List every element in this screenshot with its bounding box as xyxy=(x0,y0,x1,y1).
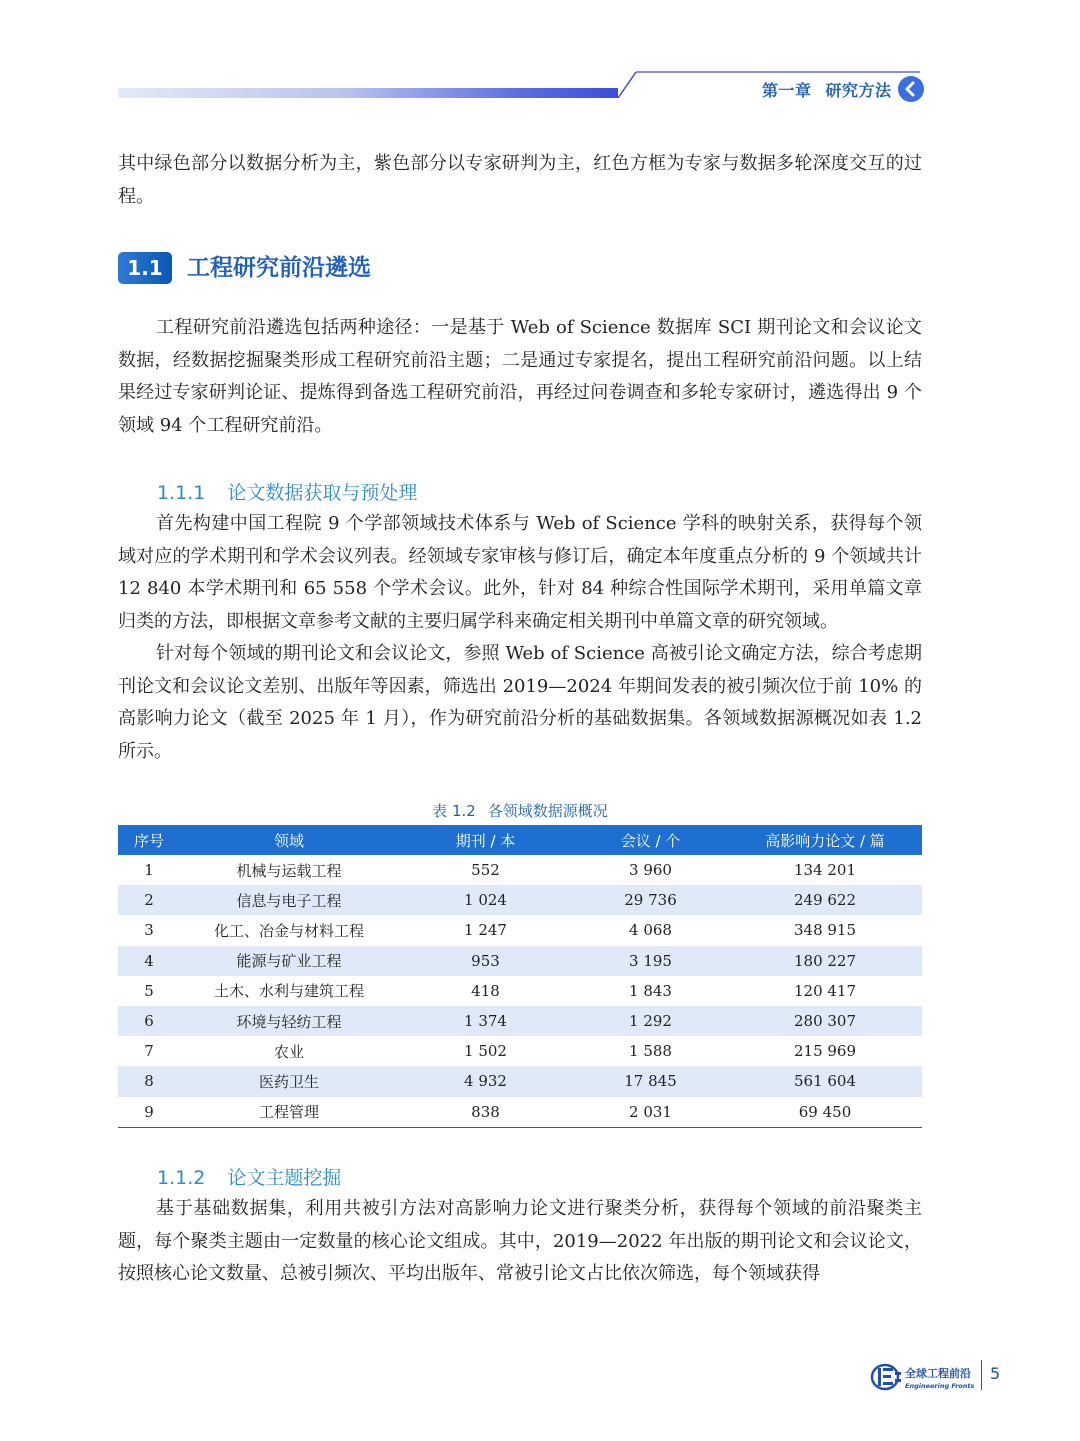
footer-divider xyxy=(981,1360,982,1390)
cell-papers: 180 227 xyxy=(728,946,922,976)
subsection-1-paragraph-1: 首先构建中国工程院 9 个学部领域技术体系与 Web of Science 学科的映射关系，获得每个领域对应的学术期刊和学术会议列表。经领域专家审核与修订后，确定本年度重点分析的 9 个领域共计 12 840 本学术期刊和 65 558 个学术会议。此外，针对 84 种综合性国际学术期刊，采用单篇文章归类的方法，即根据文章参考文献的主要归属学科来确定相关期刊中单篇文章的研究领域。 xyxy=(118,513,922,632)
cell-papers: 348 915 xyxy=(793,921,857,940)
table-row xyxy=(118,1097,922,1128)
cell-conferences: 17 845 xyxy=(573,1066,728,1096)
col-header-conferences: 会议 / 个 xyxy=(573,825,728,855)
cell-conferences: 3 195 xyxy=(573,946,728,976)
cell-conferences: 1 292 xyxy=(573,1006,728,1036)
subsection-title: 论文数据获取与预处理 xyxy=(227,482,418,504)
chevron-left-icon xyxy=(898,76,924,102)
cell-papers: 249 622 xyxy=(728,885,922,915)
engineering-fronts-logo-icon xyxy=(870,1362,904,1392)
header-title xyxy=(762,78,906,101)
section-label: 研究方法 xyxy=(825,81,892,100)
cell-papers: 69 450 xyxy=(728,1097,922,1128)
cell-journals: 4 932 xyxy=(398,1066,573,1096)
subsection-2-paragraph: 基于基础数据集，利用共被引方法对高影响力论文进行聚类分析，获得每个领域的前沿聚类主题，每个聚类主题由一定数量的核心论文组成。其中，2019—2022 年出版的期刊论文和会议论文，按照核心论文数量、总被引频次、平均出版年、常被引论文占比依次筛选，每个领域获得 xyxy=(118,1198,922,1284)
subsection-1-paragraph-2: 针对每个领域的期刊论文和会议论文，参照 Web of Science 高被引论文确定方法，综合考虑期刊论文和会议论文差别、出版年等因素，筛选出 2019—2024 年期间发表的被引频次位于前 10% 的高影响力论文（截至 2025 年 1 月），作为研究前沿分析的基础数据集。各领域数据源概况如表 1.2 所示。 xyxy=(118,643,922,762)
cell-index: 8 xyxy=(118,1066,180,1096)
cell-journals: 418 xyxy=(471,981,500,1000)
section-number-badge: 1.1 xyxy=(118,252,172,284)
subsection-number: 1.1.1 xyxy=(157,482,206,504)
cell-index: 2 xyxy=(118,885,180,915)
cell-journals: 552 xyxy=(471,861,500,880)
subsection-heading-1 xyxy=(157,479,417,507)
chapter-label: 第一章 xyxy=(762,81,812,100)
cell-papers: 280 307 xyxy=(728,1006,922,1036)
cell-papers: 215 969 xyxy=(793,1042,857,1061)
page-number: 5 xyxy=(990,1364,1001,1383)
cell-field: 机械与运载工程 xyxy=(236,861,342,880)
table-row xyxy=(118,855,922,885)
cell-field: 能源与矿业工程 xyxy=(180,946,398,976)
cell-papers: 561 604 xyxy=(728,1066,922,1096)
cell-conferences: 4 068 xyxy=(629,921,672,940)
cell-field: 信息与电子工程 xyxy=(180,885,398,915)
table-row xyxy=(118,1006,922,1036)
cell-conferences: 3 960 xyxy=(629,861,672,880)
cell-field: 环境与轻纺工程 xyxy=(180,1006,398,1036)
cell-conferences: 1 588 xyxy=(629,1042,672,1061)
table-caption xyxy=(0,800,1040,821)
table-header-row xyxy=(118,825,922,855)
cell-field: 医药卫生 xyxy=(180,1066,398,1096)
table-row xyxy=(118,1036,922,1066)
cell-journals: 1 247 xyxy=(464,921,507,940)
cell-field: 农业 xyxy=(273,1042,304,1061)
back-button[interactable] xyxy=(898,76,924,102)
cell-conferences: 29 736 xyxy=(573,885,728,915)
footer-logo-subtext: Engineering Fronts xyxy=(905,1382,975,1390)
cell-conferences: 2 031 xyxy=(573,1097,728,1128)
cell-journals: 1 502 xyxy=(464,1042,507,1061)
cell-field: 化工、冶金与材料工程 xyxy=(213,921,364,940)
data-source-table xyxy=(118,825,922,1128)
cell-field: 土木、水利与建筑工程 xyxy=(213,982,364,1001)
subsection-number: 1.1.2 xyxy=(157,1167,206,1189)
cell-papers: 120 417 xyxy=(793,981,857,1000)
footer-logo-text: 全球工程前沿 xyxy=(905,1367,971,1380)
section-paragraph: 工程研究前沿遴选包括两种途径：一是基于 Web of Science 数据库 SCI 期刊论文和会议论文数据，经数据挖掘聚类形成工程研究前沿主题；二是通过专家提名，提出工程研究前沿问题。以上结果经过专家研判论证、提炼得到备选工程研究前沿，再经过问卷调查和多轮专家研讨，遴选得出 9 个领域 94 个工程研究前沿。 xyxy=(118,317,922,436)
intro-paragraph: 其中绿色部分以数据分析为主，紫色部分以专家研判为主，红色方框为专家与数据多轮深度交互的过程。 xyxy=(118,153,922,207)
table-row xyxy=(118,946,922,976)
subsection-title: 论文主题挖掘 xyxy=(227,1167,342,1189)
cell-journals: 1 374 xyxy=(398,1006,573,1036)
cell-index: 7 xyxy=(144,1042,154,1061)
col-header-journals: 期刊 / 本 xyxy=(398,825,573,855)
table-caption-number: 表 1.2 xyxy=(432,802,476,820)
cell-index: 1 xyxy=(144,861,154,880)
section-title: 工程研究前沿遴选 xyxy=(187,255,371,281)
cell-journals: 953 xyxy=(398,946,573,976)
cell-journals: 838 xyxy=(398,1097,573,1128)
table-row xyxy=(118,885,922,915)
col-header-index: 序号 xyxy=(118,825,180,855)
subsection-heading-2 xyxy=(157,1164,341,1192)
cell-index: 3 xyxy=(144,921,154,940)
col-header-papers: 高影响力论文 / 篇 xyxy=(728,825,922,855)
cell-index: 5 xyxy=(144,981,154,1000)
cell-field: 工程管理 xyxy=(180,1097,398,1128)
cell-index: 6 xyxy=(118,1006,180,1036)
cell-papers: 134 201 xyxy=(793,861,857,880)
table-row xyxy=(118,915,922,945)
table-caption-title: 各领域数据源概况 xyxy=(487,802,608,820)
table-row xyxy=(118,976,922,1006)
cell-conferences: 1 843 xyxy=(629,981,672,1000)
cell-index: 9 xyxy=(118,1097,180,1128)
cell-journals: 1 024 xyxy=(398,885,573,915)
cell-index: 4 xyxy=(118,946,180,976)
col-header-field: 领域 xyxy=(180,825,398,855)
table-row xyxy=(118,1066,922,1096)
